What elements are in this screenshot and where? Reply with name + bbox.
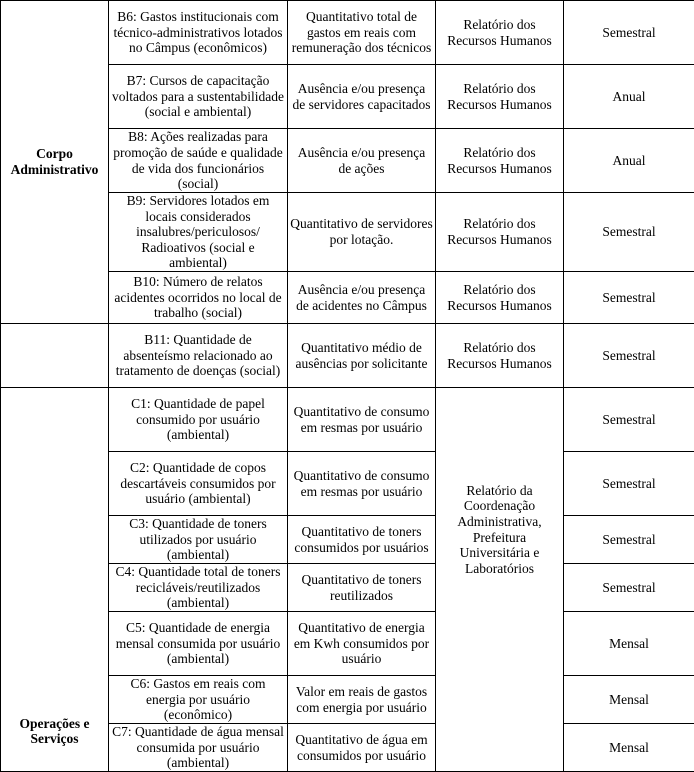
category-empty-cell [1,324,109,388]
indicator-cell: C4: Quantidade total de toners recicláveis/reutilizados (ambiental) [109,564,288,612]
frequency-cell: Semestral [564,272,694,324]
measure-cell: Ausência e/ou presença de servidores capacitados [288,65,436,129]
indicator-cell: B7: Cursos de capacitação voltados para a sustentabilidade (social e ambiental) [109,65,288,129]
table-row [1,324,694,388]
measure-cell: Quantitativo de toners consumidos por usuários [288,516,436,564]
frequency-cell: Semestral [564,516,694,564]
frequency-cell: Semestral [564,1,694,65]
frequency-cell: Semestral [564,388,694,452]
indicator-cell: C1: Quantidade de papel consumido por usuário (ambiental) [109,388,288,452]
frequency-cell: Mensal [564,724,694,772]
measure-cell: Quantitativo de consumo em resmas por usuário [288,452,436,516]
frequency-cell: Mensal [564,676,694,724]
frequency-cell: Anual [564,129,694,193]
table-row [1,1,694,65]
measure-cell: Quantitativo de toners reutilizados [288,564,436,612]
measure-cell: Quantitativo de servidores por lotação. [288,193,436,272]
measure-cell: Quantitativo de água em consumidos por usuário [288,724,436,772]
measure-cell: Ausência e/ou presença de ações [288,129,436,193]
source-cell: Relatório dos Recursos Humanos [436,324,564,388]
indicator-cell: C2: Quantidade de copos descartáveis consumidos por usuário (ambiental) [109,452,288,516]
source-cell: Relatório dos Recursos Humanos [436,193,564,272]
indicator-cell: B11: Quantidade de absenteísmo relacionado ao tratamento de doenças (social) [109,324,288,388]
source-cell: Relatório dos Recursos Humanos [436,272,564,324]
measure-cell: Ausência e/ou presença de acidentes no Câmpus [288,272,436,324]
measure-cell: Quantitativo médio de ausências por solicitante [288,324,436,388]
indicator-cell: B10: Número de relatos acidentes ocorridos no local de trabalho (social) [109,272,288,324]
frequency-cell: Semestral [564,324,694,388]
frequency-cell: Anual [564,65,694,129]
source-cell: Relatório dos Recursos Humanos [436,65,564,129]
table-row [1,388,694,452]
indicator-cell: B6: Gastos institucionais com técnico-administrativos lotados no Câmpus (econômicos) [109,1,288,65]
indicator-cell: B8: Ações realizadas para promoção de saúde e qualidade de vida dos funcionários (social) [109,129,288,193]
frequency-cell: Semestral [564,564,694,612]
category-operacoes-servicos: Operações e Serviços [1,388,109,772]
indicator-cell: C6: Gastos em reais com energia por usuário (econômico) [109,676,288,724]
frequency-cell: Mensal [564,612,694,676]
source-cell: Relatório da Coordenação Administrativa, Prefeitura Universitária e Laboratórios [436,388,564,772]
frequency-cell: Semestral [564,193,694,272]
measure-cell: Quantitativo de energia em Kwh consumidos por usuário [288,612,436,676]
measure-cell: Quantitativo total de gastos em reais com remuneração dos técnicos [288,1,436,65]
category-corpo-administrativo: Corpo Administrativo [1,1,109,324]
indicator-cell: B9: Servidores lotados em locais considerados insalubres/periculosos/ Radioativos (social e ambiental) [109,193,288,272]
indicator-cell: C7: Quantidade de água mensal consumida por usuário (ambiental) [109,724,288,772]
measure-cell: Quantitativo de consumo em resmas por usuário [288,388,436,452]
indicator-cell: C5: Quantidade de energia mensal consumida por usuário (ambiental) [109,612,288,676]
source-cell: Relatório dos Recursos Humanos [436,129,564,193]
measure-cell: Valor em reais de gastos com energia por usuário [288,676,436,724]
indicator-cell: C3: Quantidade de toners utilizados por usuário (ambiental) [109,516,288,564]
source-cell: Relatório dos Recursos Humanos [436,1,564,65]
frequency-cell: Semestral [564,452,694,516]
